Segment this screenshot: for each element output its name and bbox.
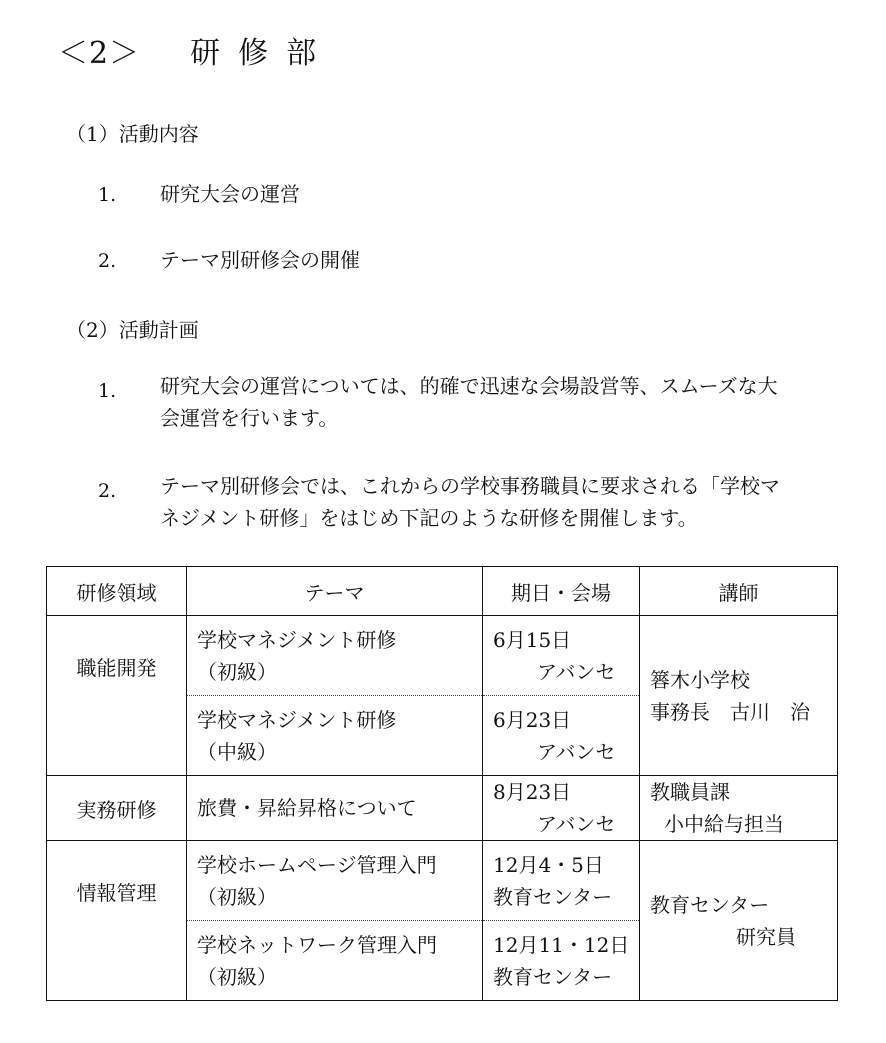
plan-heading: （2）活動計画	[66, 318, 199, 342]
theme-line: 学校マネジメント研修	[197, 627, 397, 652]
date-text: 12月4・5日	[493, 852, 604, 877]
table-row	[47, 616, 838, 696]
activity-item-text: テーマ別研修会の開催	[160, 248, 360, 272]
lecturer-line: 小中給与担当	[664, 812, 784, 836]
theme-cell	[187, 841, 483, 921]
theme-line: 旅費・昇給昇格について	[197, 796, 417, 820]
date-venue-cell	[483, 921, 640, 1001]
title-name: 研修部	[190, 36, 335, 71]
venue-text: 教育センター	[493, 884, 613, 909]
activities-heading: （1）活動内容	[66, 122, 199, 146]
lecturer-cell	[640, 841, 838, 1001]
theme-line: 学校ホームページ管理入門	[197, 852, 437, 877]
lecturer-line: 研究員	[736, 924, 796, 949]
plan-item-number: 2.	[98, 480, 117, 502]
activity-item-number: 1.	[98, 184, 117, 206]
date-venue-cell	[483, 696, 640, 776]
theme-cell	[187, 921, 483, 1001]
plan-item-text	[160, 470, 780, 534]
area-cell: 職能開発	[47, 616, 187, 776]
theme-line: 学校マネジメント研修	[197, 707, 397, 732]
plan-item-line: 研究大会の運営については、的確で迅速な会場設営等、スムーズな大	[160, 374, 778, 398]
date-text: 6月15日	[493, 627, 572, 652]
lecturer-line: 教職員課	[650, 780, 730, 804]
lecturer-line: 簭木小学校	[650, 667, 750, 692]
lecturer-line: 教育センター	[650, 892, 770, 917]
venue-text: 教育センター	[493, 964, 613, 989]
plan-item-line: 会運営を行います。	[160, 406, 339, 430]
header-theme: テーマ	[187, 567, 483, 616]
date-text: 12月11・12日	[493, 932, 630, 957]
theme-line: （中級）	[197, 739, 277, 764]
plan-item-line: テーマ別研修会では、これからの学校事務職員に要求される「学校マ	[160, 474, 780, 498]
venue-text: アバンセ	[537, 812, 616, 836]
activity-item-text: 研究大会の運営	[160, 182, 300, 206]
training-schedule-table	[46, 566, 838, 1001]
plan-item-text	[160, 370, 778, 434]
venue-text: アバンセ	[537, 659, 616, 684]
plan-item-number: 1.	[98, 380, 117, 402]
date-text: 6月23日	[493, 707, 572, 732]
date-venue-cell	[483, 616, 640, 696]
table-row	[47, 841, 838, 921]
theme-cell	[187, 696, 483, 776]
table-row	[47, 776, 838, 841]
lecturer-cell	[640, 616, 838, 776]
theme-cell	[187, 616, 483, 696]
header-lecturer: 講師	[640, 567, 838, 616]
venue-text: アバンセ	[537, 739, 616, 764]
date-venue-cell	[483, 776, 640, 841]
date-text: 8月23日	[493, 780, 572, 804]
area-cell: 実務研修	[47, 776, 187, 841]
date-venue-cell	[483, 841, 640, 921]
title-number: ＜2＞	[58, 36, 141, 71]
page-title	[58, 28, 334, 72]
theme-line: （初級）	[197, 659, 277, 684]
area-cell: 情報管理	[47, 841, 187, 1001]
header-area: 研修領域	[47, 567, 187, 616]
theme-line: 学校ネットワーク管理入門	[197, 932, 437, 957]
plan-item-line: ネジメント研修」をはじめ下記のような研修を開催します。	[160, 506, 698, 530]
lecturer-cell	[640, 776, 838, 841]
theme-line: （初級）	[197, 964, 277, 989]
activity-item-number: 2.	[98, 250, 117, 272]
lecturer-line: 事務長 古川 治	[650, 699, 810, 724]
theme-cell	[187, 776, 483, 841]
theme-line: （初級）	[197, 884, 277, 909]
table-header-row	[47, 567, 838, 616]
header-date-venue: 期日・会場	[483, 567, 640, 616]
